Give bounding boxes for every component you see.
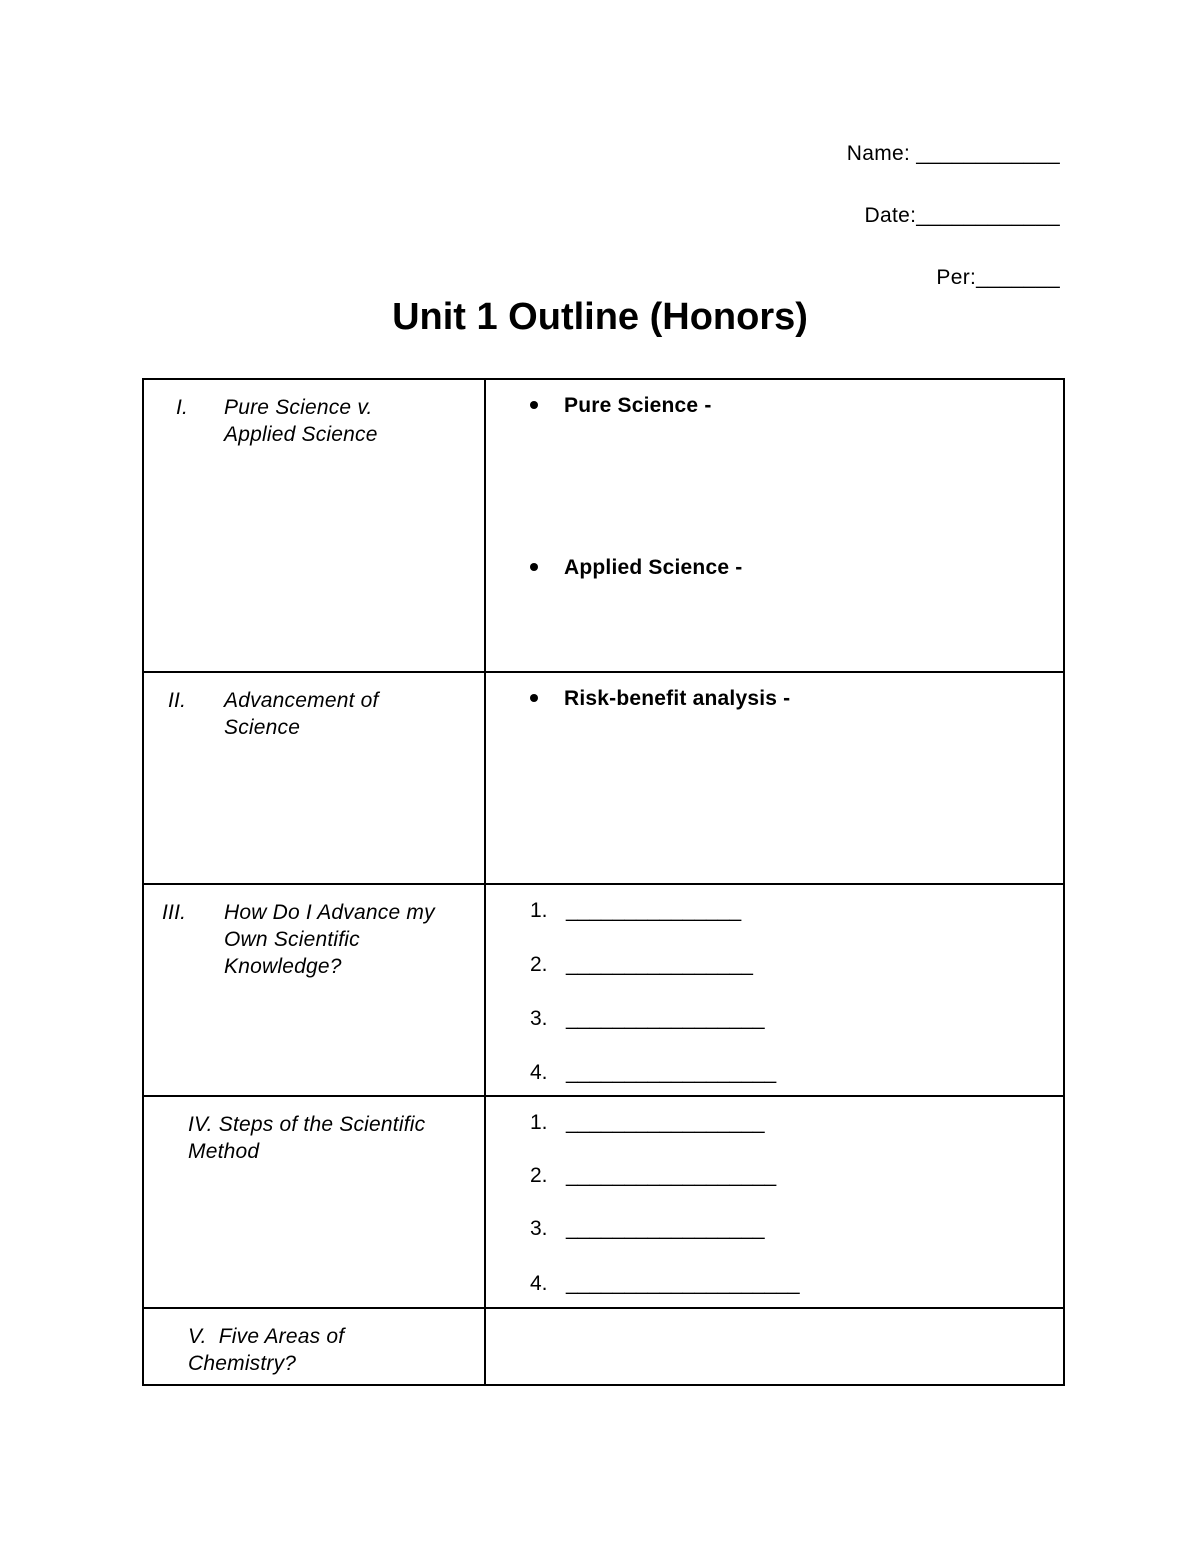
outline-table [142,378,1065,1386]
bullet-item [530,394,712,418]
topic-cell [143,379,485,672]
bullet-icon [530,401,538,409]
topic [168,687,379,741]
page-title: Unit 1 Outline (Honors) [392,296,808,338]
topic-numeral: I. [176,396,189,419]
date-field[interactable]: Date:____________ [864,204,1060,227]
numbered-list-cell [485,1096,1064,1308]
topic-cell [143,672,485,884]
answer-blank[interactable]: ____________________ [566,1272,800,1295]
topic-numeral: III. [162,901,187,924]
topic-cell [143,1308,485,1385]
numbered-item [530,899,741,923]
topic [162,899,435,980]
bullet-label: Applied Science - [564,556,743,579]
numbered-item [530,1217,765,1241]
topic-line: V. Five Areas of [188,1325,345,1348]
topic [176,394,378,448]
topic [188,1323,344,1377]
notes-cell[interactable] [485,672,1064,884]
period-field[interactable]: Per:_______ [936,266,1060,289]
answer-blank[interactable]: _________________ [566,1111,765,1134]
topic-line: Knowledge? [224,955,342,978]
item-number: 4. [530,1061,548,1084]
answer-blank[interactable]: __________________ [566,1061,777,1084]
item-number: 2. [530,1164,548,1187]
numbered-list-cell [485,884,1064,1096]
item-number: 3. [530,1007,548,1030]
item-number: 3. [530,1217,548,1240]
outline-row-4 [143,1096,1064,1308]
answer-blank[interactable]: ________________ [566,953,753,976]
answer-blank[interactable]: __________________ [566,1164,777,1187]
outline-row-1 [143,379,1064,672]
topic [188,1111,425,1165]
outline-row-3 [143,884,1064,1096]
topic-cell [143,884,485,1096]
topic-line: How Do I Advance my [224,901,435,924]
bullet-item [530,556,742,580]
item-number: 2. [530,953,548,976]
numbered-item [530,1164,776,1188]
numbered-item [530,1007,765,1031]
topic-line: Method [188,1140,260,1163]
answer-blank[interactable]: _________________ [566,1217,765,1240]
item-number: 1. [530,1111,548,1134]
bullet-icon [530,563,538,571]
numbered-item [530,953,753,977]
answer-blank[interactable]: _________________ [566,1007,765,1030]
numbered-item [530,1111,765,1135]
bullet-label: Pure Science - [564,394,712,417]
outline-row-5 [143,1308,1064,1385]
topic-line: IV. Steps of the Scientific [188,1113,426,1136]
numbered-item [530,1272,800,1296]
topic-line: Own Scientific [224,928,360,951]
name-field[interactable]: Name: ____________ [846,142,1060,165]
topic-line: Advancement of [224,689,379,712]
topic-cell [143,1096,485,1308]
bullet-label: Risk-benefit analysis - [564,687,791,710]
topic-line: Science [224,716,301,739]
topic-line: Applied Science [224,423,378,446]
answer-blank[interactable]: _______________ [566,899,742,922]
item-number: 1. [530,899,548,922]
notes-cell[interactable] [485,379,1064,672]
numbered-item [530,1061,776,1085]
topic-line: Pure Science v. [224,396,373,419]
outline-row-2 [143,672,1064,884]
topic-numeral: II. [168,689,187,712]
notes-cell[interactable] [485,1308,1064,1385]
item-number: 4. [530,1272,548,1295]
topic-line: Chemistry? [188,1352,297,1375]
bullet-icon [530,694,538,702]
bullet-item [530,687,790,711]
